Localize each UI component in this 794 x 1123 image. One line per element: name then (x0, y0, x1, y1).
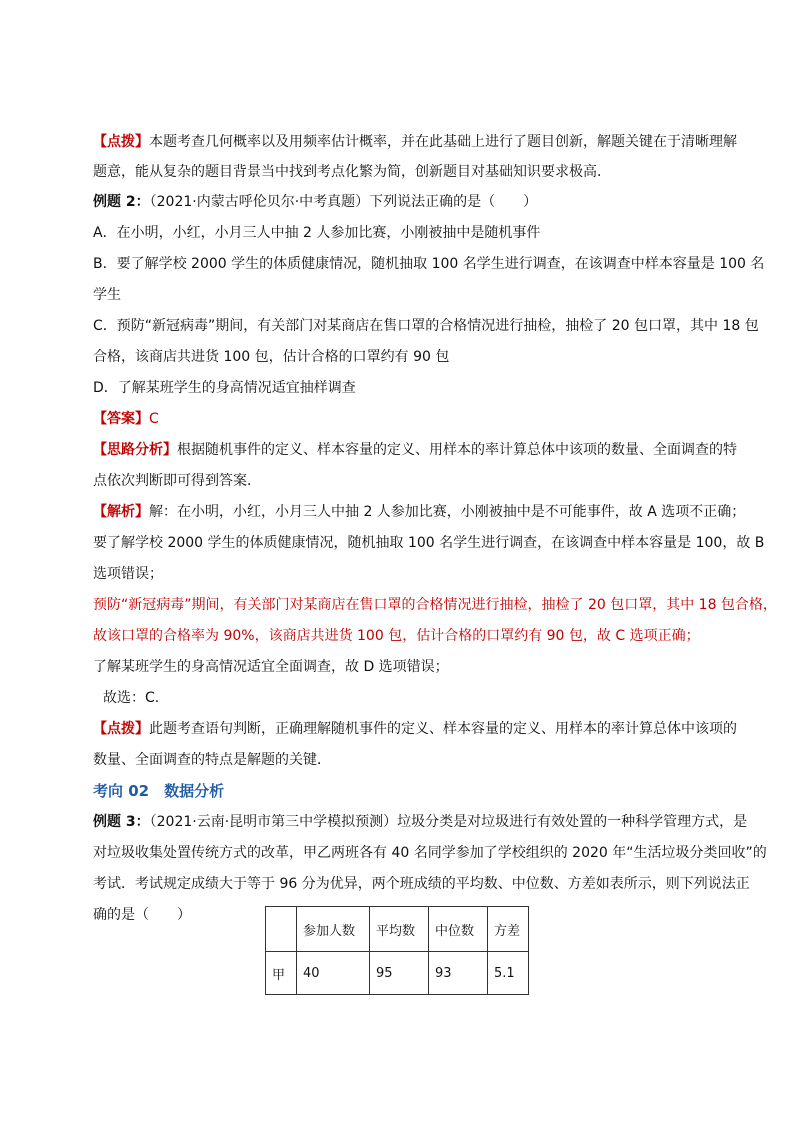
option-b-line-1: B．要了解学校 2000 学生的体质健康情况，随机抽取 100 名学生进行调查，在该调查中样本容量是 100 名 (93, 256, 765, 272)
table-cell: 甲 (266, 952, 297, 995)
solution-line-7: 故选：C. (103, 690, 160, 706)
table-row (266, 952, 529, 995)
option-a: A．在小明，小红，小月三人中抽 2 人参加比赛，小刚被抽中是随机事件 (93, 225, 541, 241)
tip-2-tag: 【点拨】 (93, 721, 149, 737)
solution-line-6: 了解某班学生的身高情况适宜全面调查，故 D 选项错误； (93, 659, 449, 675)
analysis-text: 根据随机事件的定义、样本容量的定义、用样本的率计算总体中该项的数量、全面调查的特 (177, 442, 737, 458)
solution-line-5: 故该口罩的合格率为 90%，该商店共进货 100 包，估计合格的口罩约有 90 包，故 C 选项正确； (93, 628, 700, 644)
analysis-tag: 【思路分析】 (93, 442, 177, 458)
table-header-cell: 参加人数 (297, 907, 370, 952)
example-3-line-3: 考试．考试规定成绩大于等于 96 分为优异，两个班成绩的平均数、中位数、方差如表所示，则下列说法正 (93, 876, 750, 892)
example-3-line-2: 对垃圾收集处置传统方式的改革，甲乙两班各有 40 名同学参加了学校组织的 2020 年“生活垃圾分类回收”的 (93, 845, 767, 861)
solution-line-1 (93, 503, 746, 521)
solution-line-4: 预防“新冠病毒”期间，有关部门对某商店在售口罩的合格情况进行抽检，抽检了 20 包口罩，其中 18 包合格， (93, 597, 777, 613)
option-c-line-1: C．预防“新冠病毒”期间，有关部门对某商店在售口罩的合格情况进行抽检，抽检了 20 包口罩，其中 18 包 (93, 318, 759, 334)
table-header-row (266, 907, 529, 952)
tip-paragraph-1-line-1 (93, 133, 737, 151)
section-heading: 考向 02 数据分析 (93, 782, 225, 800)
tip-text: 本题考查几何概率以及用频率估计概率，并在此基础上进行了题目创新，解题关键在于清晰理解 (149, 134, 737, 150)
scores-table (265, 906, 529, 995)
table-header-cell: 中位数 (429, 907, 488, 952)
table-cell: 5.1 (488, 952, 529, 995)
table-header-cell: 平均数 (370, 907, 429, 952)
answer-value: C (149, 411, 159, 427)
option-c-line-2: 合格，该商店共进货 100 包，估计合格的口罩约有 90 包 (93, 349, 450, 365)
table-cell: 40 (297, 952, 370, 995)
option-b-line-2: 学生 (93, 287, 121, 303)
example-2-title (93, 193, 723, 211)
example-2-label: 例题 2： (93, 194, 150, 210)
tip-2-text: 此题考查语句判断，正确理解随机事件的定义、样本容量的定义、用样本的率计算总体中该项的 (149, 721, 737, 737)
table-header-cell: 方差 (488, 907, 529, 952)
solution-line-3: 选项错误； (93, 566, 163, 582)
tip-paragraph-2-line-2: 数量、全面调查的特点是解题的关键． (93, 752, 331, 768)
example-2-text: （2021·内蒙古呼伦贝尔·中考真题）下列说法正确的是（ ） (149, 194, 538, 210)
example-3-text: （2021·云南·昆明市第三中学模拟预测）垃圾分类是对垃圾进行有效处置的一种科学管理方式，是 (149, 814, 748, 830)
analysis-line-1 (93, 441, 737, 459)
tip-paragraph-2-line-1 (93, 720, 737, 738)
example-3-line-4: 确的是（ ） (93, 907, 191, 923)
analysis-line-2: 点依次判断即可得到答案． (93, 473, 261, 489)
table-cell: 93 (429, 952, 488, 995)
solution-text: 解：在小明，小红，小月三人中抽 2 人参加比赛，小刚被抽中是不可能事件，故 A 选项不正确； (149, 504, 746, 520)
table-cell: 95 (370, 952, 429, 995)
example-3-label: 例题 3： (93, 814, 150, 830)
solution-line-2: 要了解学校 2000 学生的体质健康情况，随机抽取 100 名学生进行调查，在该调查中样本容量是 100，故 B (93, 535, 765, 551)
example-3-line-1 (93, 813, 748, 831)
option-d: D．了解某班学生的身高情况适宜抽样调查 (93, 380, 356, 396)
answer-tag: 【答案】 (93, 411, 149, 427)
tip-paragraph-1-line-2: 题意，能从复杂的题目背景当中找到考点化繁为简，创新题目对基础知识要求极高． (93, 164, 611, 180)
table-header-cell (266, 907, 297, 952)
answer-line (93, 410, 723, 428)
solution-tag: 【解析】 (93, 504, 149, 520)
tip-tag: 【点拨】 (93, 134, 149, 150)
